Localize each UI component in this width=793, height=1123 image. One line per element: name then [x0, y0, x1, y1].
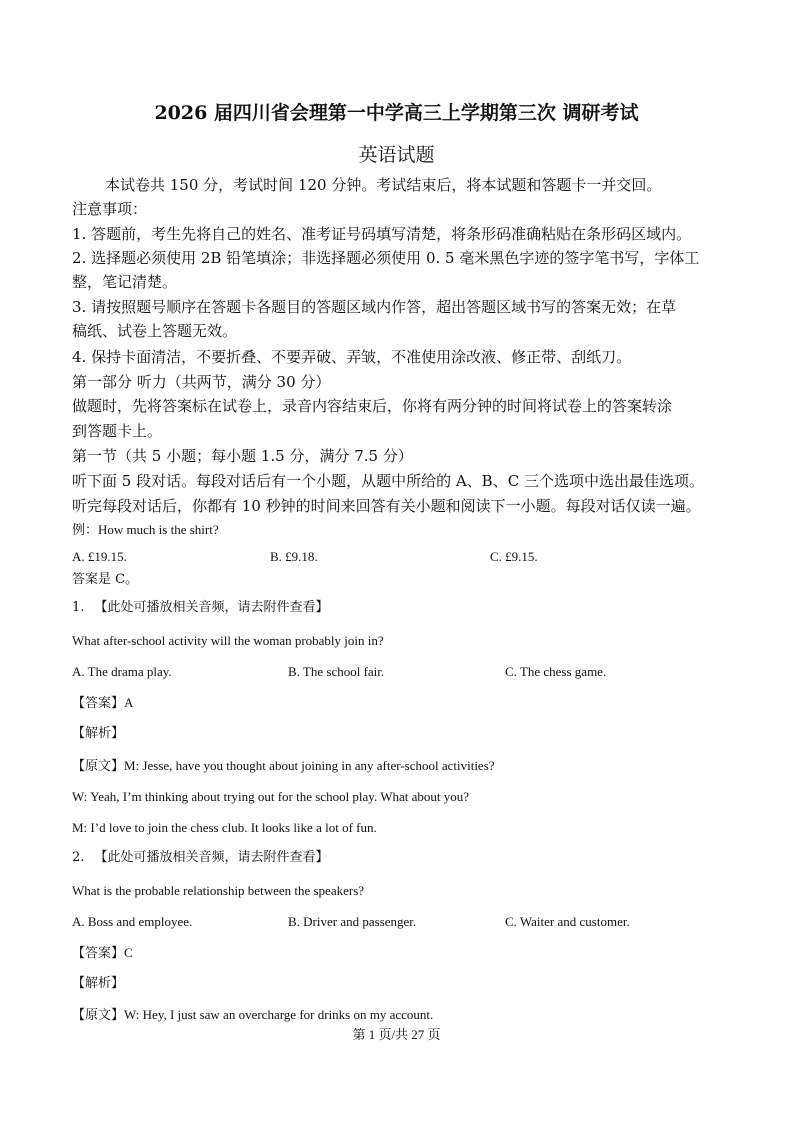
notice-item-4: 4. 保持卡面清洁，不要折叠、不要弄破、弄皱，不准使用涂改液、修正带、刮纸刀。 — [72, 348, 632, 366]
notice-item-3: 3. 请按照题号顺序在答题卡各题目的答题区域内作答，超出答题区域书写的答案无效；在草 — [72, 298, 677, 316]
question-1-option-c: C. The chess game. — [505, 664, 607, 679]
question-1-analysis-label: 【解析】 — [72, 726, 125, 741]
example-answer: 答案是 C。 — [72, 572, 139, 587]
question-1-option-b: B. The school fair. — [288, 664, 385, 679]
transcript-label: 【原文】 — [72, 1008, 125, 1023]
question-1-transcript-line-1 — [72, 757, 495, 776]
example-option-a: A. £19.15. — [72, 549, 127, 564]
notice-heading: 注意事项： — [72, 200, 148, 218]
question-2-transcript-line-1 — [72, 1006, 433, 1025]
question-1-text: What after-school activity will the woman probably join in? — [72, 633, 384, 648]
answer-value: C — [124, 945, 133, 960]
part1-heading: 第一部分 听力（共两节，满分 30 分） — [72, 373, 331, 391]
question-1-transcript-line-2: W: Yeah, I’m thinking about trying out for the school play. What about you? — [72, 789, 470, 804]
question-1-transcript-line-3: M: I’d love to join the chess club. It looks like a lot of fun. — [72, 820, 377, 835]
exam-subtitle: 英语试题 — [358, 144, 435, 166]
transcript-text: W: Hey, I just saw an overcharge for drinks on my account. — [124, 1007, 434, 1022]
notice-item-3-cont: 稿纸、试卷上答题无效。 — [72, 322, 238, 340]
section1-instr-2: 听完每段对话后，你都有 10 秒钟的时间来回答有关小题和阅读下一小题。每段对话仅读一遍。 — [72, 497, 701, 515]
section1-heading: 第一节（共 5 小题；每小题 1.5 分，满分 7.5 分） — [72, 447, 413, 465]
question-2-text: What is the probable relationship between the speakers? — [72, 883, 365, 898]
notice-item-1: 1. 答题前，考生先将自己的姓名、准考证号码填写清楚，将条形码准确粘贴在条形码区域内。 — [72, 225, 692, 243]
question-1-answer — [72, 694, 133, 713]
audio-note: 【此处可播放相关音频，请去附件查看】 — [94, 600, 329, 615]
part1-desc-1: 做题时，先将答案标在试卷上，录音内容结束后，你将有两分钟的时间将试卷上的答案转涂 — [72, 397, 673, 415]
notice-item-2-cont: 整，笔记清楚。 — [72, 273, 178, 291]
section1-instr-1: 听下面 5 段对话。每段对话后有一个小题，从题中所给的 A、B、C 三个选项中选出最佳选项。 — [72, 472, 704, 490]
transcript-text: M: Jesse, have you thought about joining in any after-school activities? — [124, 758, 495, 773]
answer-label: 【答案】 — [72, 696, 125, 711]
answer-value: A — [124, 695, 134, 710]
question-2-analysis-label: 【解析】 — [72, 976, 125, 991]
transcript-label: 【原文】 — [72, 759, 125, 774]
question-2-option-c: C. Waiter and customer. — [505, 914, 630, 929]
question-2-option-a: A. Boss and employee. — [72, 914, 193, 929]
notice-item-2: 2. 选择题必须使用 2B 铅笔填涂；非选择题必须使用 0. 5 毫米黑色字迹的签字笔书写，字体工 — [72, 249, 700, 267]
question-number: 1. — [72, 600, 85, 615]
audio-note: 【此处可播放相关音频，请去附件查看】 — [94, 850, 329, 865]
answer-label: 【答案】 — [72, 946, 125, 961]
question-number: 2. — [72, 850, 85, 865]
part1-desc-2: 到答题卡上。 — [72, 422, 163, 440]
example-option-c: C. £9.15. — [490, 549, 538, 564]
question-1-header — [72, 599, 329, 617]
example-question: 例：How much is the shirt? — [72, 522, 219, 537]
example-option-b: B. £9.18. — [270, 549, 318, 564]
question-1-option-a: A. The drama play. — [72, 664, 172, 679]
question-2-header — [72, 849, 329, 867]
page-footer: 第 1 页/共 27 页 — [352, 1027, 441, 1042]
question-2-answer — [72, 944, 133, 963]
exam-title: 2026 届四川省会理第一中学高三上学期第三次 调研考试 — [154, 102, 639, 124]
intro-text: 本试卷共 150 分，考试时间 120 分钟。考试结束后，将本试题和答题卡一并交回。 — [105, 176, 662, 194]
question-2-option-b: B. Driver and passenger. — [288, 914, 417, 929]
